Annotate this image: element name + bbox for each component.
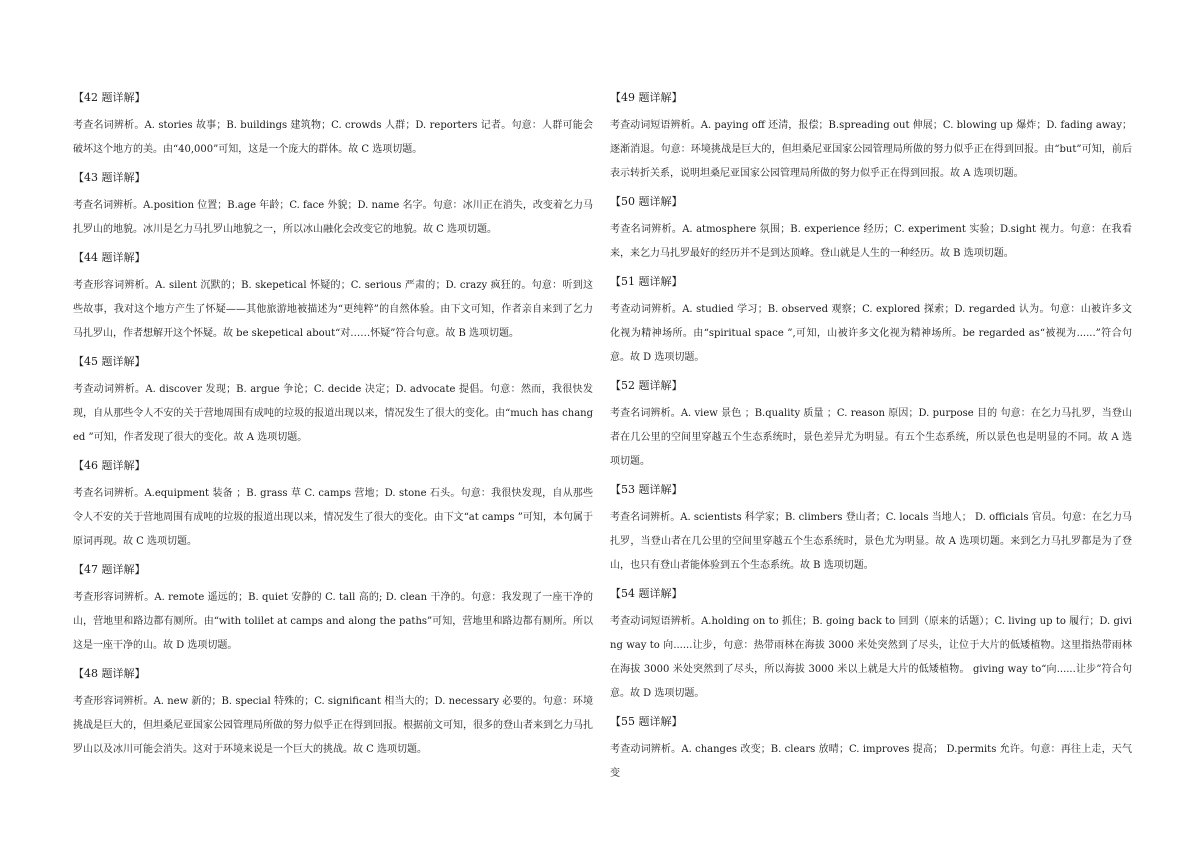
section-heading: 【46 题详解】	[73, 459, 146, 472]
explanation-q46	[73, 458, 593, 554]
explanation-q48	[73, 666, 593, 762]
section-heading: 【42 题详解】	[73, 91, 146, 104]
section-heading: 【51 题详解】	[610, 275, 683, 288]
section-heading: 【50 题详解】	[610, 195, 683, 208]
section-heading: 【53 题详解】	[610, 483, 683, 496]
section-body: 考查动词短语辨析。A. paying off 还清，报偿；B.spreading out 伸展；C. blowing up 爆炸；D. fading away；逐渐消退。句意：环境挑战是巨大的，但坦桑尼亚国家公园管理局所做的努力似乎正在得到回报。由“but”可知，前后表示转折关系，说明坦桑尼亚国家公园管理局所做的努力似乎正在得到回报。故 A 选项切题。	[610, 120, 1132, 179]
explanation-q55	[610, 714, 1132, 786]
explanation-q51	[610, 274, 1132, 370]
explanation-q49	[610, 90, 1132, 186]
explanation-q44	[73, 250, 593, 346]
explanation-q50	[610, 194, 1132, 266]
section-heading: 【52 题详解】	[610, 379, 683, 392]
explanation-q45	[73, 354, 593, 450]
section-body: 考查形容词辨析。A. remote 遥远的；B. quiet 安静的 C. tall 高的; D. clean 干净的。句意：我发现了一座干净的山，营地里和路边都有厕所。由“with tolilet at camps and along the paths”可知，营地里和路边都有厕所。所以这是一座干净的山。故 D 选项切题。	[73, 592, 593, 651]
right-column	[610, 90, 1132, 794]
section-body: 考查动词短语辨析。A.holding on to 抓住；B. going back to 回到（原来的话题）；C. living up to 履行；D. giving way to 向......让步，句意：热带雨林在海拔 3000 米处突然到了尽头，让位于大片的低矮植物。这里指热带雨林在海拔 3000 米处突然到了尽头，所以海拔 3000 米以上就是大片的低矮植物。 giving way to“向......让步”符合句意。故 D 选项切题。	[610, 616, 1132, 699]
section-body: 考查名词辨析。A.equipment 装备 ；B. grass 草 C. camps 营地；D. stone 石头。句意：我很快发现，自从那些令人不安的关于营地周围有成吨的垃圾的报道出现以来，情况发生了很大的变化。由下文“at camps ”可知，本句属于原词再现。故 C 选项切题。	[73, 488, 593, 547]
section-body: 考查名词辨析。A.position 位置；B.age 年龄；C. face 外貌；D. name 名字。句意：冰川正在消失，改变着乞力马扎罗山的地貌。冰川是乞力马扎罗山地貌之一，所以冰山融化会改变它的地貌。故 C 选项切题。	[73, 200, 593, 235]
left-column	[73, 90, 593, 770]
section-body: 考查动词辨析。A. discover 发现；B. argue 争论；C. decide 决定；D. advocate 提倡。句意：然而，我很快发现，自从那些令人不安的关于营地周围有成吨的垃圾的报道出现以来，情况发生了很大的变化。由“much has changed ”可知，作者发现了很大的变化。故 A 选项切题。	[73, 384, 593, 443]
section-body: 考查形容词辨析。A. silent 沉默的；B. skepetical 怀疑的；C. serious 严肃的；D. crazy 疯狂的。句意：听到这些故事，我对这个地方产生了怀疑——其他旅游地被描述为“更纯粹”的自然体验。由下文可知，作者亲自来到了乞力马扎罗山，作者想解开这个怀疑。故 be skepetical about“对……怀疑”符合句意。故 B 选项切题。	[73, 280, 593, 339]
section-heading: 【44 题详解】	[73, 251, 146, 264]
section-body: 考查名词辨析。A. atmosphere 氛围；B. experience 经历；C. experiment 实验；D.sight 视力。句意：在我看来，来乞力马扎罗最好的经历并不是到达顶峰。登山就是人生的一种经历。故 B 选项切题。	[610, 224, 1132, 259]
section-heading: 【49 题详解】	[610, 91, 683, 104]
section-heading: 【55 题详解】	[610, 715, 683, 728]
section-body: 考查形容词辨析。A. new 新的；B. special 特殊的；C. significant 相当大的；D. necessary 必要的。句意：环境挑战是巨大的，但坦桑尼亚国家公园管理局所做的努力似乎正在得到回报。根据前文可知，很多的登山者来到乞力马扎罗山以及冰川可能会消失。这对于环境来说是一个巨大的挑战。故 C 选项切题。	[73, 696, 593, 755]
section-heading: 【54 题详解】	[610, 587, 683, 600]
explanation-q47	[73, 562, 593, 658]
explanation-q43	[73, 170, 593, 242]
section-body: 考查名词辨析。A. scientists 科学家；B. climbers 登山者；C. locals 当地人； D. officials 官员。句意：在乞力马扎罗，当登山者在几公里的空间里穿越五个生态系统时，景色尤为明显。故 A 选项切题。来到乞力马扎罗都是为了登山，也只有登山者能体验到五个生态系统。故 B 选项切题。	[610, 512, 1132, 571]
section-body: 考查名词辨析。A. view 景色 ；B.quality 质量 ；C. reason 原因；D. purpose 目的 句意：在乞力马扎罗，当登山者在几公里的空间里穿越五个生态系统时，景色差异尤为明显。有五个生态系统，所以景色也是明显的不同。故 A 选项切题。	[610, 408, 1132, 467]
section-heading: 【43 题详解】	[73, 171, 146, 184]
explanation-q52	[610, 378, 1132, 474]
explanation-q54	[610, 586, 1132, 706]
section-heading: 【45 题详解】	[73, 355, 146, 368]
explanation-q42	[73, 90, 593, 162]
section-body: 考查动词辨析。A. changes 改变；B. clears 放晴；C. improves 提高； D.permits 允许。句意：再往上走，天气变	[610, 744, 1132, 779]
section-heading: 【48 题详解】	[73, 667, 146, 680]
section-body: 考查动词辨析。A. studied 学习；B. observed 观察；C. explored 探索；D. regarded 认为。句意：山被许多文化视为精神场所。由“spiritual space ”,可知，山被许多文化视为精神场所。be regarded as“被视为......”符合句意。故 D 选项切题。	[610, 304, 1132, 363]
explanation-q53	[610, 482, 1132, 578]
section-heading: 【47 题详解】	[73, 563, 146, 576]
section-body: 考查名词辨析。A. stories 故事；B. buildings 建筑物；C. crowds 人群；D. reporters 记者。句意：人群可能会破坏这个地方的美。由“40,000”可知，这是一个庞大的群体。故 C 选项切题。	[73, 120, 593, 155]
